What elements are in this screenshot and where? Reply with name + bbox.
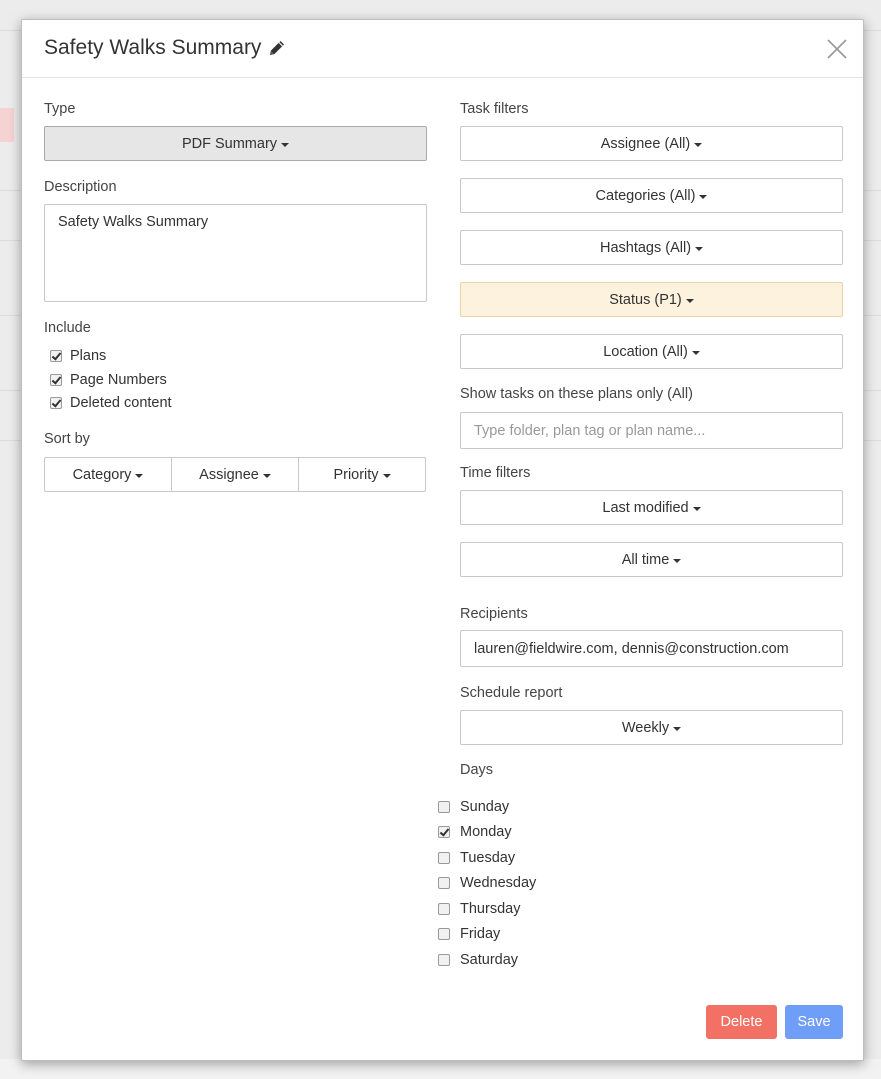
schedule-dropdown[interactable] [460, 710, 843, 745]
save-button[interactable]: Save [785, 1005, 843, 1039]
close-icon[interactable] [826, 38, 848, 60]
background-footer [0, 1059, 881, 1079]
time-range-dropdown[interactable] [460, 542, 843, 577]
sort-assignee-button[interactable] [172, 457, 299, 492]
last-modified-dropdown[interactable] [460, 490, 843, 525]
include-deleted-content-row[interactable] [50, 395, 172, 411]
schedule-label: Schedule report [460, 685, 563, 701]
schedule-value: Weekly [621, 719, 670, 736]
plans-filter-input[interactable] [460, 412, 843, 449]
day-saturday-row[interactable] [438, 952, 518, 968]
time-filters-label: Time filters [460, 465, 531, 481]
hashtags-filter-label: Hashtags (All) [599, 239, 692, 256]
plans-filter-label: Show tasks on these plans only (All) [460, 386, 693, 402]
type-label: Type [44, 101, 76, 117]
include-page-numbers-row[interactable] [50, 372, 167, 388]
include-plans-row[interactable] [50, 348, 106, 364]
days-label: Days [460, 762, 494, 778]
saturday-label: Saturday [460, 952, 519, 968]
modal-title-wrap [44, 36, 287, 60]
wednesday-label: Wednesday [460, 875, 537, 891]
day-sunday-row[interactable] [438, 799, 509, 815]
hashtags-filter-dropdown[interactable] [460, 230, 843, 265]
time-range-label: All time [621, 551, 670, 568]
page-numbers-label: Page Numbers [70, 372, 167, 388]
delete-button[interactable]: Delete [706, 1005, 777, 1039]
caret-down-icon [699, 195, 707, 199]
sort-priority-button[interactable] [299, 457, 426, 492]
caret-down-icon [694, 143, 702, 147]
include-label: Include [44, 320, 91, 336]
plans-checkbox[interactable] [50, 350, 62, 362]
task-filters-label: Task filters [460, 101, 529, 117]
wednesday-checkbox[interactable] [438, 877, 450, 889]
tuesday-checkbox[interactable] [438, 852, 450, 864]
recipients-value: lauren@fieldwire.com, dennis@construction.com [474, 640, 789, 657]
deleted-content-checkbox[interactable] [50, 397, 62, 409]
report-settings-modal [21, 19, 864, 1061]
plans-label: Plans [70, 348, 107, 364]
sort-by-group [44, 457, 426, 492]
assignee-filter-label: Assignee (All) [600, 135, 691, 152]
monday-checkbox[interactable] [438, 826, 450, 838]
recipients-label: Recipients [460, 606, 528, 622]
sort-category-button[interactable] [44, 457, 172, 492]
day-thursday-row[interactable] [438, 901, 520, 917]
assignee-filter-dropdown[interactable] [460, 126, 843, 161]
caret-down-icon [673, 559, 681, 563]
caret-down-icon [693, 507, 701, 511]
status-filter-label: Status (P1) [609, 291, 682, 308]
sunday-label: Sunday [460, 799, 510, 815]
tuesday-label: Tuesday [460, 850, 516, 866]
monday-label: Monday [460, 824, 512, 840]
deleted-content-label: Deleted content [70, 395, 172, 411]
type-value: PDF Summary [181, 135, 278, 152]
plans-filter-placeholder: Type folder, plan tag or plan name... [474, 422, 706, 439]
recipients-input[interactable] [460, 630, 843, 667]
friday-label: Friday [460, 926, 501, 942]
saturday-checkbox[interactable] [438, 954, 450, 966]
page-numbers-checkbox[interactable] [50, 374, 62, 386]
modal-title: Safety Walks Summary [44, 36, 262, 59]
caret-down-icon [673, 727, 681, 731]
caret-down-icon [383, 474, 391, 478]
categories-filter-label: Categories (All) [595, 187, 696, 204]
caret-down-icon [135, 474, 143, 478]
caret-down-icon [281, 143, 289, 147]
friday-checkbox[interactable] [438, 928, 450, 940]
day-wednesday-row[interactable] [438, 875, 536, 891]
thursday-label: Thursday [460, 901, 521, 917]
type-dropdown[interactable] [44, 126, 427, 161]
thursday-checkbox[interactable] [438, 903, 450, 915]
categories-filter-dropdown[interactable] [460, 178, 843, 213]
caret-down-icon [692, 351, 700, 355]
caret-down-icon [263, 474, 271, 478]
location-filter-label: Location (All) [603, 343, 688, 360]
sort-assignee-label: Assignee [199, 466, 259, 483]
location-filter-dropdown[interactable] [460, 334, 843, 369]
day-tuesday-row[interactable] [438, 850, 515, 866]
description-label: Description [44, 179, 117, 195]
day-friday-row[interactable] [438, 926, 500, 942]
last-modified-label: Last modified [602, 499, 689, 516]
caret-down-icon [695, 247, 703, 251]
caret-down-icon [686, 299, 694, 303]
sort-by-label: Sort by [44, 431, 90, 447]
sunday-checkbox[interactable] [438, 801, 450, 813]
modal-header [22, 20, 863, 78]
sort-priority-label: Priority [333, 466, 379, 483]
sort-category-label: Category [72, 466, 132, 483]
background-accent [0, 108, 14, 142]
status-filter-dropdown[interactable] [460, 282, 843, 317]
day-monday-row[interactable] [438, 824, 512, 840]
pencil-icon[interactable] [267, 38, 287, 58]
description-textarea[interactable]: Safety Walks Summary [44, 204, 427, 302]
